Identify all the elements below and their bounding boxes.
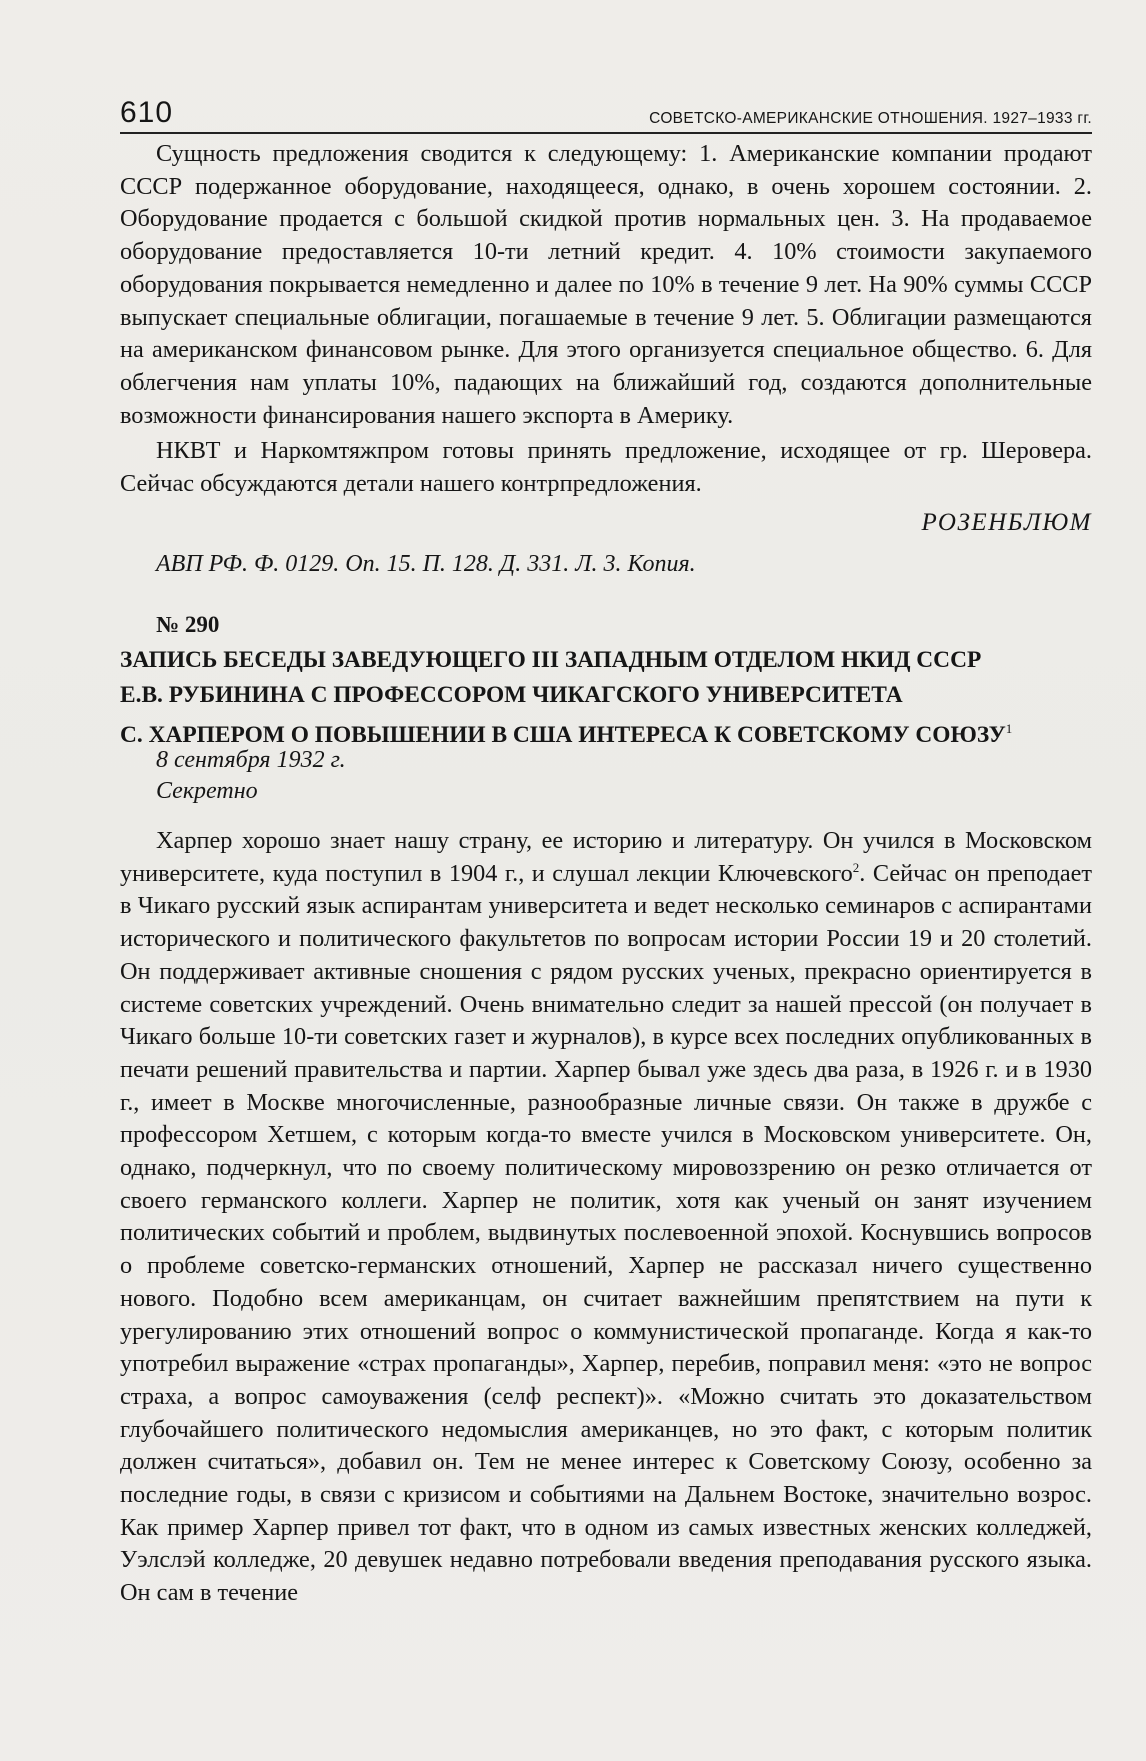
document-date: 8 сентября 1932 г. xyxy=(156,747,346,773)
paragraph-nkvt-response: НКВТ и Наркомтяжпром готовы принять предложение, исходящее от гр. Шеровера. Сейчас обсуждаются детали нашего контрпредложения. xyxy=(120,437,1092,497)
document-title-line-3: С. ХАРПЕРОМ О ПОВЫШЕНИИ В США ИНТЕРЕСА К СОВЕТСКОМУ СОЮЗУ xyxy=(120,721,1006,748)
paragraph-harper-part-1: Харпер хорошо знает нашу страну, ее историю и литературу. Он учился в Московском университете, куда поступил в 1904 г., и слушал лекции Ключевского xyxy=(120,827,1092,887)
running-title: СОВЕТСКО-АМЕРИКАНСКИЕ ОТНОШЕНИЯ. 1927–1933 гг. xyxy=(649,110,1092,127)
paragraph-proposal-summary: Сущность предложения сводится к следующему: 1. Американские компании продают СССР подержанное оборудование, находящееся, однако, в очень хорошем состоянии. 2. Оборудование продается с большой скидкой против нормальных цен. 3. На продаваемое оборудование предоставляется 10-ти летний кредит. 4. 10% стоимости закупаемого оборудования покрывается немедленно и далее по 10% в течение 9 лет. На 90% суммы СССР выпускает специальные облигации, погашаемые в течение 9 лет. 5. Облигации размещаются на американском финансовом рынке. Для этого организуется специальное общество. 6. Для облегчения нам уплаты 10%, падающих на ближайший год, создаются дополнительные возможности финансирования нашего экспорта в Америку. xyxy=(120,140,1092,429)
document-number: № 290 xyxy=(156,612,220,637)
paragraph-harper-part-2: . Сейчас он преподает в Чикаго русский язык аспирантам университета и ведет несколько семинаров с аспирантами исторического и политического факультетов по вопросам истории России 19 и 20 столетий. Он поддерживает активные сношения с рядом русских ученых, прекрасно ориентируется в системе советских учреждений. Очень внимательно следит за нашей прессой (он получает в Чикаго больше 10-ти советских газет и журналов), в курсе всех последних опубликованных в печати решений правительства и партии. Харпер бывал уже здесь два раза, в 1926 г. и в 1930 г., имеет в Москве многочисленные, разнообразные личные связи. Он также в дружбе с профессором Хетшем, с которым когда-то вместе учился в Московском университете. Он, однако, подчеркнул, что по своему политическому мировоззрению он резко отличается от своего германского коллеги. Харпер не политик, хотя как ученый он занят изучением политических событий и проблем, выдвинутых послевоенной эпохой. Коснувшись вопросов о проблеме советско-германских отношений, Харпер не рассказал ничего существенно нового. Подобно всем американцам, он считает важнейшим препятствием на пути к урегулированию этих отношений вопрос о коммунистической пропаганде. Когда я как-то употребил выражение «страх пропаганды», Харпер, перебив, поправил меня: «это не вопрос страха, а вопрос самоуважения (селф респект)». «Можно считать это доказательством глубочайшего политического недомыслия американцев, но это факт, с которым политик должен считаться», добавил он. Тем не менее интерес к Советскому Союзу, особенно за последние годы, в связи с кризисом и событиями на Дальнем Востоке, значительно возрос. Как пример Харпер привел тот факт, что в одном из самых известных женских колледжей, Уэлслэй колледже, 20 девушек недавно потребовали введения преподавания русского языка. Он сам в течение xyxy=(120,859,1093,1607)
page-number: 610 xyxy=(120,96,174,129)
title-footnote-marker: 1 xyxy=(1005,721,1013,736)
document-title-line-1: ЗАПИСЬ БЕСЕДЫ ЗАВЕДУЮЩЕГО III ЗАПАДНЫМ ОТДЕЛОМ НКИД СССР xyxy=(120,647,982,673)
paragraph-harper-conversation xyxy=(120,825,1092,1610)
document-title-line-2: Е.В. РУБИНИНА С ПРОФЕССОРОМ ЧИКАГСКОГО УНИВЕРСИТЕТА xyxy=(120,681,903,708)
archive-reference: АВП РФ. Ф. 0129. Оп. 15. П. 128. Д. 331. Л. 3. Копия. xyxy=(156,551,696,577)
document-title xyxy=(120,643,1092,752)
signature: РОЗЕНБЛЮМ xyxy=(921,509,1092,536)
document-classification: Секретно xyxy=(156,778,258,804)
footnote-marker-2: 2 xyxy=(852,859,860,875)
page-header xyxy=(120,96,1092,134)
